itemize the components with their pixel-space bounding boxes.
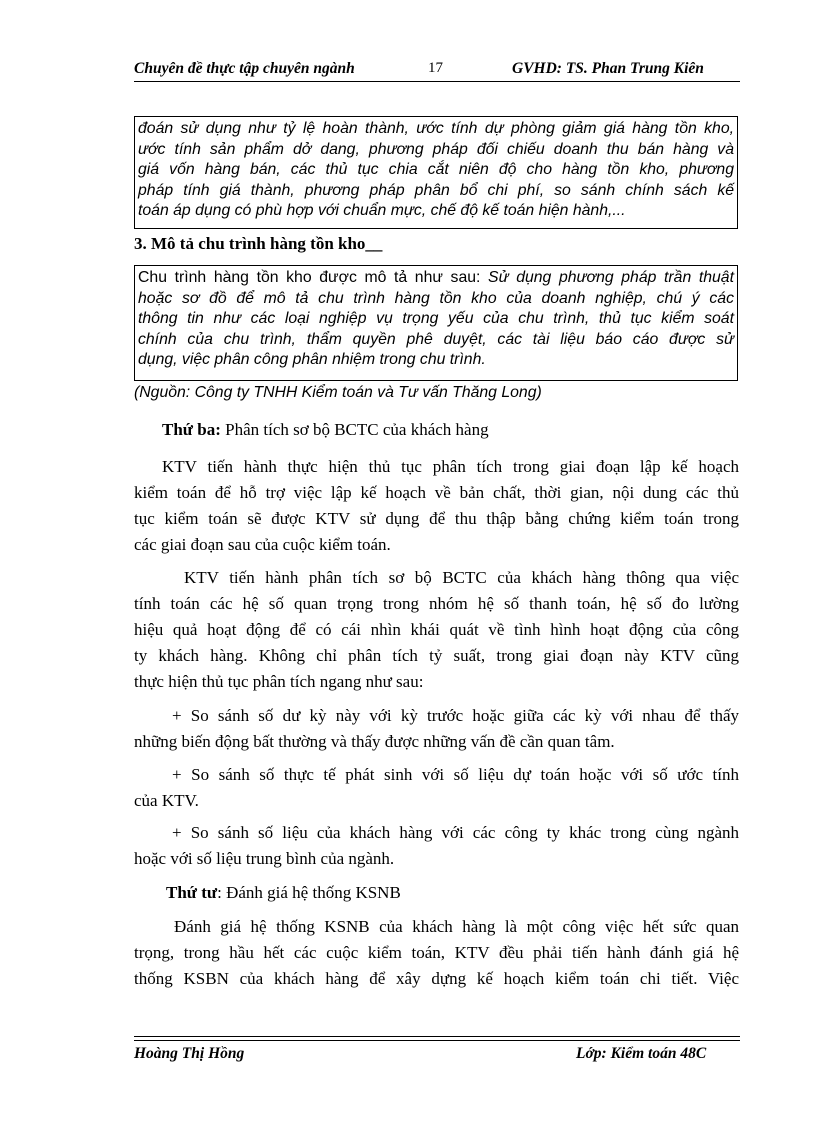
header-right: GVHD: TS. Phan Trung Kiên	[512, 60, 704, 77]
para3-line: trọng, trong hầu hết các cuộc kiểm toán, KTV đều phải tiến hành đánh giá hệ	[134, 943, 739, 962]
text-box-procedures	[134, 116, 738, 229]
para1-line: các giai đoạn sau của cuộc kiểm toán.	[134, 535, 391, 554]
para2-line: ty khách hàng. Không chỉ phân tích tỷ suất, trong giai đoạn này KTV cũng	[134, 646, 739, 665]
para2-line: tính toán các hệ số quan trọng trong nhóm hệ số thanh toán, hệ số đo lường	[134, 594, 739, 613]
step-four-label: Thứ tư	[166, 883, 218, 902]
box1-line: pháp tính giá thành, phương pháp phân bổ chi phí, so sánh chính sách kế	[138, 181, 734, 199]
bullet-compare-periods	[134, 703, 739, 755]
step-four-heading	[166, 883, 401, 903]
para2-line: hiệu quả hoạt động để có cái nhìn khái quát về tình hình hoạt động của công	[134, 620, 739, 639]
para2-line: thực hiện thủ tục phân tích ngang như sau:	[134, 672, 424, 691]
paragraph-analysis	[134, 454, 739, 558]
para1-line: KTV tiến hành thực hiện thủ tục phân tích trong giai đoạn lập kế hoạch	[162, 457, 739, 476]
step-three-text: Phân tích sơ bộ BCTC của khách hàng	[220, 420, 489, 439]
box2-line: hoặc sơ đồ để mô tả chu trình hàng tồn kho của doanh nghiệp, chú ý các	[138, 289, 734, 307]
box1-line: ước tính sản phẩm dở dang, phương pháp đối chiếu doanh thu bán hàng và	[138, 140, 734, 158]
page-number: 17	[428, 60, 443, 76]
bullet2-line: + So sánh số thực tế phát sinh với số liệu dự toán hoặc với số ước tính	[172, 765, 739, 784]
box2-line: dụng, việc phân công phân nhiệm trong chu trình.	[138, 351, 486, 369]
step-three-label: Thứ ba:	[162, 420, 221, 439]
para3-line: Đánh giá hệ thống KSNB của khách hàng là một công việc hết sức quan	[174, 917, 739, 936]
header-rule	[134, 81, 740, 82]
box2-line1-plain: Chu trình hàng tồn kho được mô tả như sau:	[138, 269, 489, 286]
bullet-compare-budget	[134, 762, 739, 814]
box2-line1-italic: Sử dụng phương pháp trần thuật	[488, 269, 734, 286]
box1-line: toán áp dụng có phù hợp với chuẩn mực, chế độ kế toán hiện hành,...	[138, 202, 626, 220]
para3-line: thống KSBN của khách hàng để xây dựng kế hoạch kiểm toán chi tiết. Việc	[134, 969, 739, 988]
section-heading: 3. Mô tả chu trình hàng tồn kho__	[134, 234, 383, 253]
bullet2-line: của KTV.	[134, 791, 199, 810]
para1-line: kiểm toán để hỗ trợ việc lập kế hoạch về bản chất, thời gian, nội dung các thủ	[134, 483, 739, 502]
bullet1-line: + So sánh số dư kỳ này với kỳ trước hoặc giữa các kỳ với nhau để thấy	[172, 706, 739, 725]
source-note: (Nguồn: Công ty TNHH Kiểm toán và Tư vấn Thăng Long)	[134, 384, 542, 401]
para1-line: tục kiểm toán sẽ được KTV sử dụng để thu thập bằng chứng kiểm toán trong	[134, 509, 739, 528]
para2-line: KTV tiến hành phân tích sơ bộ BCTC của khách hàng thông qua việc	[184, 568, 739, 587]
bullet3-line: + So sánh số liệu của khách hàng với các công ty khác trong cùng ngành	[172, 823, 739, 842]
header-left: Chuyên đề thực tập chuyên ngành	[134, 60, 355, 77]
footer-rule-bottom	[134, 1040, 740, 1041]
footer-class: Lớp: Kiểm toán 48C	[576, 1045, 707, 1062]
box2-line: thông tin như các loại nghiệp vụ trọng yếu của chu trình, thủ tục kiểm soát	[138, 310, 734, 328]
footer-rule-top	[134, 1036, 740, 1037]
box2-line	[138, 268, 734, 289]
step-four-text: : Đánh giá hệ thống KSNB	[217, 883, 401, 902]
bullet3-line: hoặc với số liệu trung bình của ngành.	[134, 849, 395, 868]
paragraph-ratios	[134, 565, 739, 695]
step-three-heading	[162, 420, 489, 440]
footer-author: Hoàng Thị Hồng	[134, 1045, 245, 1062]
box1-line: giá vốn hàng bán, các thủ tục chia cắt niên độ cho hàng tồn kho, phương	[138, 161, 734, 179]
bullet1-line: những biến động bất thường và thấy được những vấn đề cần quan tâm.	[134, 732, 615, 751]
text-box-cycle	[134, 265, 738, 381]
box2-line: chính của chu trình, thẩm quyền phê duyệt, các tài liệu báo cáo được sử	[138, 330, 734, 348]
box1-line: đoán sử dụng như tỷ lệ hoàn thành, ước tính dự phòng giảm giá hàng tồn kho,	[138, 120, 734, 137]
paragraph-ksnb	[134, 914, 739, 992]
bullet-compare-industry	[134, 820, 739, 872]
